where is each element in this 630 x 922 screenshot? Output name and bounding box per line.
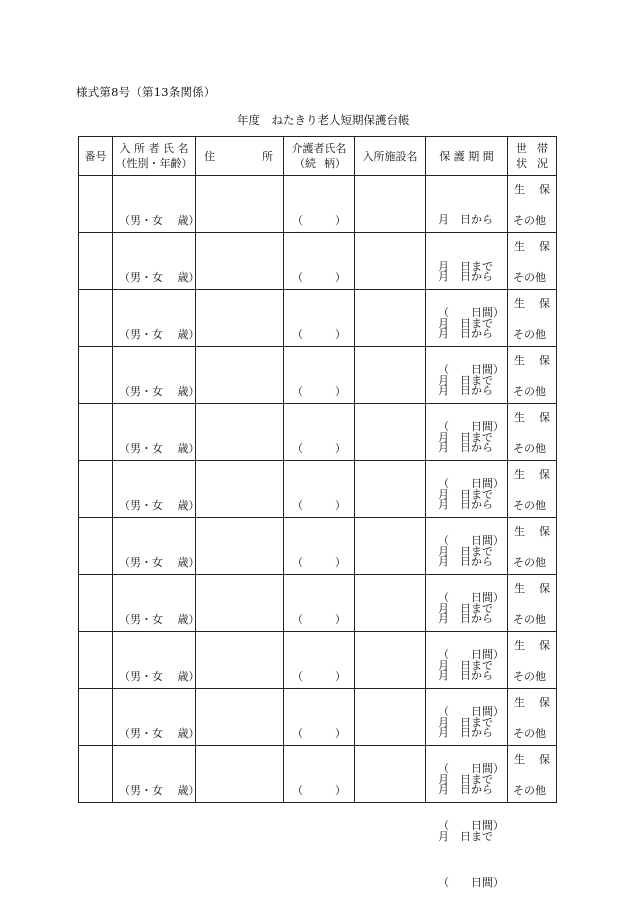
ledger-row [79, 575, 557, 632]
period-to: 月 日まで [438, 772, 493, 786]
period-from: 月 日から [438, 612, 493, 625]
household-livelihood: 生 [514, 183, 525, 196]
cell-household[interactable] [508, 518, 557, 575]
household-livelihood: 生 [514, 240, 525, 253]
cell-number[interactable] [79, 461, 113, 518]
relation-close: ） [335, 385, 346, 398]
household-protection: 保 [539, 183, 550, 196]
cell-resident-name[interactable] [113, 632, 200, 689]
household-livelihood: 生 [514, 411, 525, 424]
ledger-row [79, 518, 557, 575]
cell-resident-name[interactable] [113, 689, 200, 746]
cell-address[interactable] [196, 347, 284, 404]
cell-household[interactable] [508, 746, 557, 803]
relation-open: （ [292, 214, 303, 227]
household-other: その他 [513, 328, 546, 341]
period-to: 月 日まで [438, 715, 493, 729]
household-protection: 保 [539, 525, 550, 538]
household-other: その他 [513, 442, 546, 455]
header-household [508, 137, 557, 176]
household-livelihood: 生 [514, 354, 525, 367]
household-other: その他 [513, 214, 546, 227]
period-days: （ 日間） [438, 534, 504, 547]
cell-address[interactable] [196, 176, 284, 233]
period-to: 月 日まで [438, 487, 493, 501]
cell-caregiver[interactable] [284, 176, 355, 233]
period-from: 月 日から [438, 384, 493, 397]
cell-resident-name[interactable] [113, 518, 200, 575]
header-facility: 入所施設名 [355, 137, 426, 176]
relation-open: （ [292, 328, 303, 341]
cell-facility[interactable] [355, 290, 426, 347]
relation-open: （ [292, 385, 303, 398]
relation-close: ） [335, 499, 346, 512]
household-livelihood: 生 [514, 468, 525, 481]
ledger-row [79, 176, 557, 233]
gender-age-label: （男・女 歳） [119, 727, 200, 740]
cell-address[interactable] [196, 404, 284, 461]
header-caregiver-close: 柄） [324, 157, 346, 170]
period-days: （ 日間） [438, 762, 504, 775]
household-other: その他 [513, 670, 546, 683]
period-from: 月 日から [438, 213, 493, 226]
cell-caregiver[interactable] [284, 461, 355, 518]
cell-address[interactable] [196, 575, 284, 632]
cell-address[interactable] [196, 461, 284, 518]
form-number: 様式第8号（第13条関係） [76, 85, 216, 99]
household-livelihood: 生 [514, 582, 525, 595]
household-livelihood: 生 [514, 753, 525, 766]
cell-number[interactable] [79, 575, 113, 632]
relation-close: ） [335, 271, 346, 284]
cell-number[interactable] [79, 404, 113, 461]
header-resident-name-line1: 入 所 者 氏 名 [119, 142, 189, 155]
ledger-row [79, 461, 557, 518]
header-household-c4: 況 [537, 157, 548, 170]
relation-close: ） [335, 727, 346, 740]
cell-number[interactable] [79, 176, 113, 233]
cell-household[interactable] [508, 575, 557, 632]
relation-open: （ [292, 499, 303, 512]
form-title: 年度 ねたきり老人短期保護台帳 [237, 113, 410, 127]
header-resident-name [113, 137, 196, 176]
cell-facility[interactable] [355, 176, 426, 233]
period-from: 月 日から [438, 441, 493, 454]
cell-resident-name[interactable] [113, 233, 200, 290]
period-to: 月 日まで [438, 430, 493, 444]
period-from: 月 日から [438, 327, 493, 340]
gender-age-label: （男・女 歳） [119, 442, 200, 455]
gender-age-label: （男・女 歳） [119, 784, 200, 797]
household-other: その他 [513, 499, 546, 512]
cell-caregiver[interactable] [284, 689, 355, 746]
household-protection: 保 [539, 240, 550, 253]
relation-close: ） [335, 328, 346, 341]
gender-age-label: （男・女 歳） [119, 556, 200, 569]
cell-caregiver[interactable] [284, 518, 355, 575]
cell-caregiver[interactable] [284, 575, 355, 632]
cell-household[interactable] [508, 461, 557, 518]
period-days: （ 日間） [438, 306, 504, 319]
household-other: その他 [513, 271, 546, 284]
cell-address[interactable] [196, 233, 284, 290]
cell-period[interactable] [426, 518, 508, 661]
header-caregiver [284, 137, 355, 176]
gender-age-label: （男・女 歳） [119, 613, 200, 626]
cell-period[interactable] [426, 461, 508, 604]
header-number: 番号 [79, 137, 113, 176]
relation-close: ） [335, 670, 346, 683]
cell-resident-name[interactable] [113, 290, 200, 347]
relation-open: （ [292, 613, 303, 626]
header-caregiver-open: （続 [294, 157, 316, 170]
period-to: 月 日まで [438, 829, 493, 843]
period-from: 月 日から [438, 270, 493, 283]
header-address [196, 137, 284, 176]
cell-facility[interactable] [355, 347, 426, 404]
cell-facility[interactable] [355, 233, 426, 290]
household-livelihood: 生 [514, 639, 525, 652]
cell-number[interactable] [79, 347, 113, 404]
cell-facility[interactable] [355, 461, 426, 518]
cell-address[interactable] [196, 290, 284, 347]
period-to: 月 日まで [438, 601, 493, 615]
period-from: 月 日から [438, 555, 493, 568]
header-household-c2: 帯 [537, 142, 548, 155]
cell-resident-name[interactable] [113, 176, 200, 233]
relation-open: （ [292, 727, 303, 740]
cell-number[interactable] [79, 746, 113, 803]
header-period: 保 護 期 間 [426, 137, 508, 176]
cell-period[interactable] [426, 689, 508, 832]
ledger-row [79, 689, 557, 746]
relation-close: ） [335, 784, 346, 797]
ledger-row [79, 404, 557, 461]
period-days: （ 日間） [438, 477, 504, 490]
relation-open: （ [292, 670, 303, 683]
gender-age-label: （男・女 歳） [119, 670, 200, 683]
cell-period[interactable] [426, 746, 508, 889]
cell-period[interactable] [426, 575, 508, 718]
household-protection: 保 [539, 297, 550, 310]
cell-household[interactable] [508, 176, 557, 233]
header-household-c1: 世 [516, 142, 527, 155]
header-resident-name-line2: （性別・年齢） [115, 157, 193, 170]
relation-open: （ [292, 556, 303, 569]
gender-age-label: （男・女 歳） [119, 385, 200, 398]
household-livelihood: 生 [514, 696, 525, 709]
header-row [79, 137, 557, 176]
cell-resident-name[interactable] [113, 575, 200, 632]
header-address-char1: 住 [204, 149, 215, 163]
cell-caregiver[interactable] [284, 290, 355, 347]
cell-facility[interactable] [355, 746, 426, 803]
cell-address[interactable] [196, 746, 284, 803]
household-other: その他 [513, 556, 546, 569]
relation-close: ） [335, 556, 346, 569]
gender-age-label: （男・女 歳） [119, 271, 200, 284]
relation-open: （ [292, 784, 303, 797]
household-livelihood: 生 [514, 525, 525, 538]
household-other: その他 [513, 784, 546, 797]
cell-caregiver[interactable] [284, 347, 355, 404]
cell-period[interactable] [426, 632, 508, 775]
household-livelihood: 生 [514, 297, 525, 310]
cell-resident-name[interactable] [113, 404, 200, 461]
period-days: （ 日間） [438, 819, 504, 832]
cell-period[interactable] [426, 176, 508, 319]
household-protection: 保 [539, 411, 550, 424]
cell-address[interactable] [196, 689, 284, 746]
relation-open: （ [292, 271, 303, 284]
period-from: 月 日から [438, 726, 493, 739]
household-protection: 保 [539, 354, 550, 367]
cell-household[interactable] [508, 347, 557, 404]
cell-facility[interactable] [355, 632, 426, 689]
cell-address[interactable] [196, 518, 284, 575]
period-days: （ 日間） [438, 591, 504, 604]
period-to: 月 日まで [438, 373, 493, 387]
ledger-row [79, 233, 557, 290]
relation-close: ） [335, 214, 346, 227]
cell-number[interactable] [79, 233, 113, 290]
ledger-row [79, 632, 557, 689]
relation-open: （ [292, 442, 303, 455]
household-protection: 保 [539, 696, 550, 709]
period-days: （ 日間） [438, 876, 504, 889]
cell-resident-name[interactable] [113, 746, 200, 803]
household-other: その他 [513, 385, 546, 398]
period-days: （ 日間） [438, 705, 504, 718]
cell-caregiver[interactable] [284, 746, 355, 803]
household-protection: 保 [539, 468, 550, 481]
household-other: その他 [513, 727, 546, 740]
gender-age-label: （男・女 歳） [119, 499, 200, 512]
cell-facility[interactable] [355, 518, 426, 575]
ledger-body [79, 176, 557, 889]
cell-period[interactable] [426, 404, 508, 547]
cell-address[interactable] [196, 632, 284, 689]
household-protection: 保 [539, 639, 550, 652]
cell-number[interactable] [79, 689, 113, 746]
cell-facility[interactable] [355, 689, 426, 746]
cell-household[interactable] [508, 632, 557, 689]
household-protection: 保 [539, 753, 550, 766]
relation-close: ） [335, 613, 346, 626]
cell-caregiver[interactable] [284, 632, 355, 689]
ledger-table [78, 136, 557, 889]
period-to: 月 日まで [438, 658, 493, 672]
period-to: 月 日まで [438, 544, 493, 558]
ledger-row [79, 347, 557, 404]
cell-resident-name[interactable] [113, 461, 200, 518]
period-from: 月 日から [438, 669, 493, 682]
cell-facility[interactable] [355, 404, 426, 461]
cell-period[interactable] [426, 347, 508, 490]
household-other: その他 [513, 613, 546, 626]
cell-number[interactable] [79, 290, 113, 347]
cell-household[interactable] [508, 689, 557, 746]
cell-caregiver[interactable] [284, 404, 355, 461]
gender-age-label: （男・女 歳） [119, 328, 200, 341]
period-to: 月 日まで [438, 259, 493, 273]
header-household-c3: 状 [516, 157, 527, 170]
period-to: 月 日まで [438, 316, 493, 330]
cell-number[interactable] [79, 632, 113, 689]
period-days: （ 日間） [438, 420, 504, 433]
cell-household[interactable] [508, 290, 557, 347]
period-days: （ 日間） [438, 363, 504, 376]
period-from: 月 日から [438, 498, 493, 511]
ledger-row [79, 746, 557, 803]
period-days: （ 日間） [438, 648, 504, 661]
cell-period[interactable] [426, 290, 508, 433]
cell-household[interactable] [508, 233, 557, 290]
period-from: 月 日から [438, 783, 493, 796]
cell-caregiver[interactable] [284, 233, 355, 290]
cell-household[interactable] [508, 404, 557, 461]
header-caregiver-line1: 介護者氏名 [291, 142, 347, 155]
relation-close: ） [335, 442, 346, 455]
cell-facility[interactable] [355, 575, 426, 632]
header-address-char2: 所 [262, 149, 273, 163]
cell-period[interactable] [426, 233, 508, 376]
cell-number[interactable] [79, 518, 113, 575]
ledger-row [79, 290, 557, 347]
household-protection: 保 [539, 582, 550, 595]
cell-resident-name[interactable] [113, 347, 200, 404]
gender-age-label: （男・女 歳） [119, 214, 200, 227]
